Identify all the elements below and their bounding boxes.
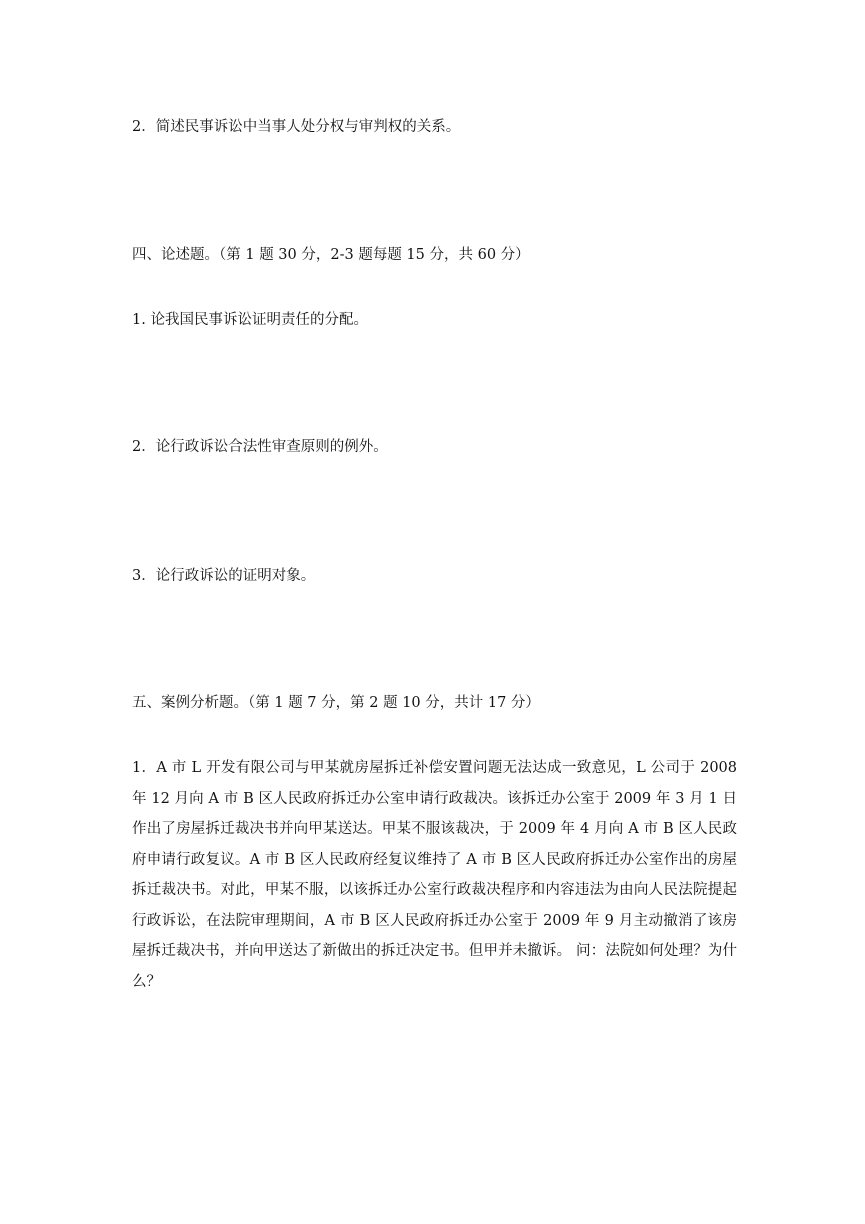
essay-question-2: 2．论行政诉讼合法性审查原则的例外。 bbox=[132, 439, 388, 455]
question-item-simple-2: 2．简述民事诉讼中当事人处分权与审判权的关系。 bbox=[132, 119, 461, 135]
case-question-1: 1．A 市 L 开发有限公司与甲某就房屋拆迁补偿安置问题无法达成一致意见，L 公司于 2008 年 12 月向 A 市 B 区人民政府拆迁办公室申请行政裁决。该拆迁办公室于 2009 年 3 月 1 日作出了房屋拆迁裁决书并向甲某送达。甲某不服该裁决，于 2009 年 4 月向 A 市 B 区人民政府申请行政复议。A 市 B 区人民政府经复议维持了 A 市 B 区人民政府拆迁办公室作出的房屋拆迁裁决书。对此，甲某不服，以该拆迁办公室行政裁决程序和内容违法为由向人民法院提起行政诉讼，在法院审理期间，A 市 B 区人民政府拆迁办公室于 2009 年 9 月主动撤消了该房屋拆迁裁决书，并向甲送达了新做出的拆迁决定书。但甲并未撤诉。 问：法院如何处理？为什么？ bbox=[132, 760, 737, 990]
essay-question-3: 3．论行政诉讼的证明对象。 bbox=[132, 568, 316, 584]
essay-question-1: 1. 论我国民事诉讼证明责任的分配。 bbox=[132, 312, 368, 328]
section-heading-case-analysis: 五、案例分析题。（第 1 题 7 分，第 2 题 10 分，共计 17 分） bbox=[132, 695, 540, 711]
section-heading-essay: 四、论述题。（第 1 题 30 分，2-3 题每题 15 分，共 60 分） bbox=[132, 247, 530, 263]
